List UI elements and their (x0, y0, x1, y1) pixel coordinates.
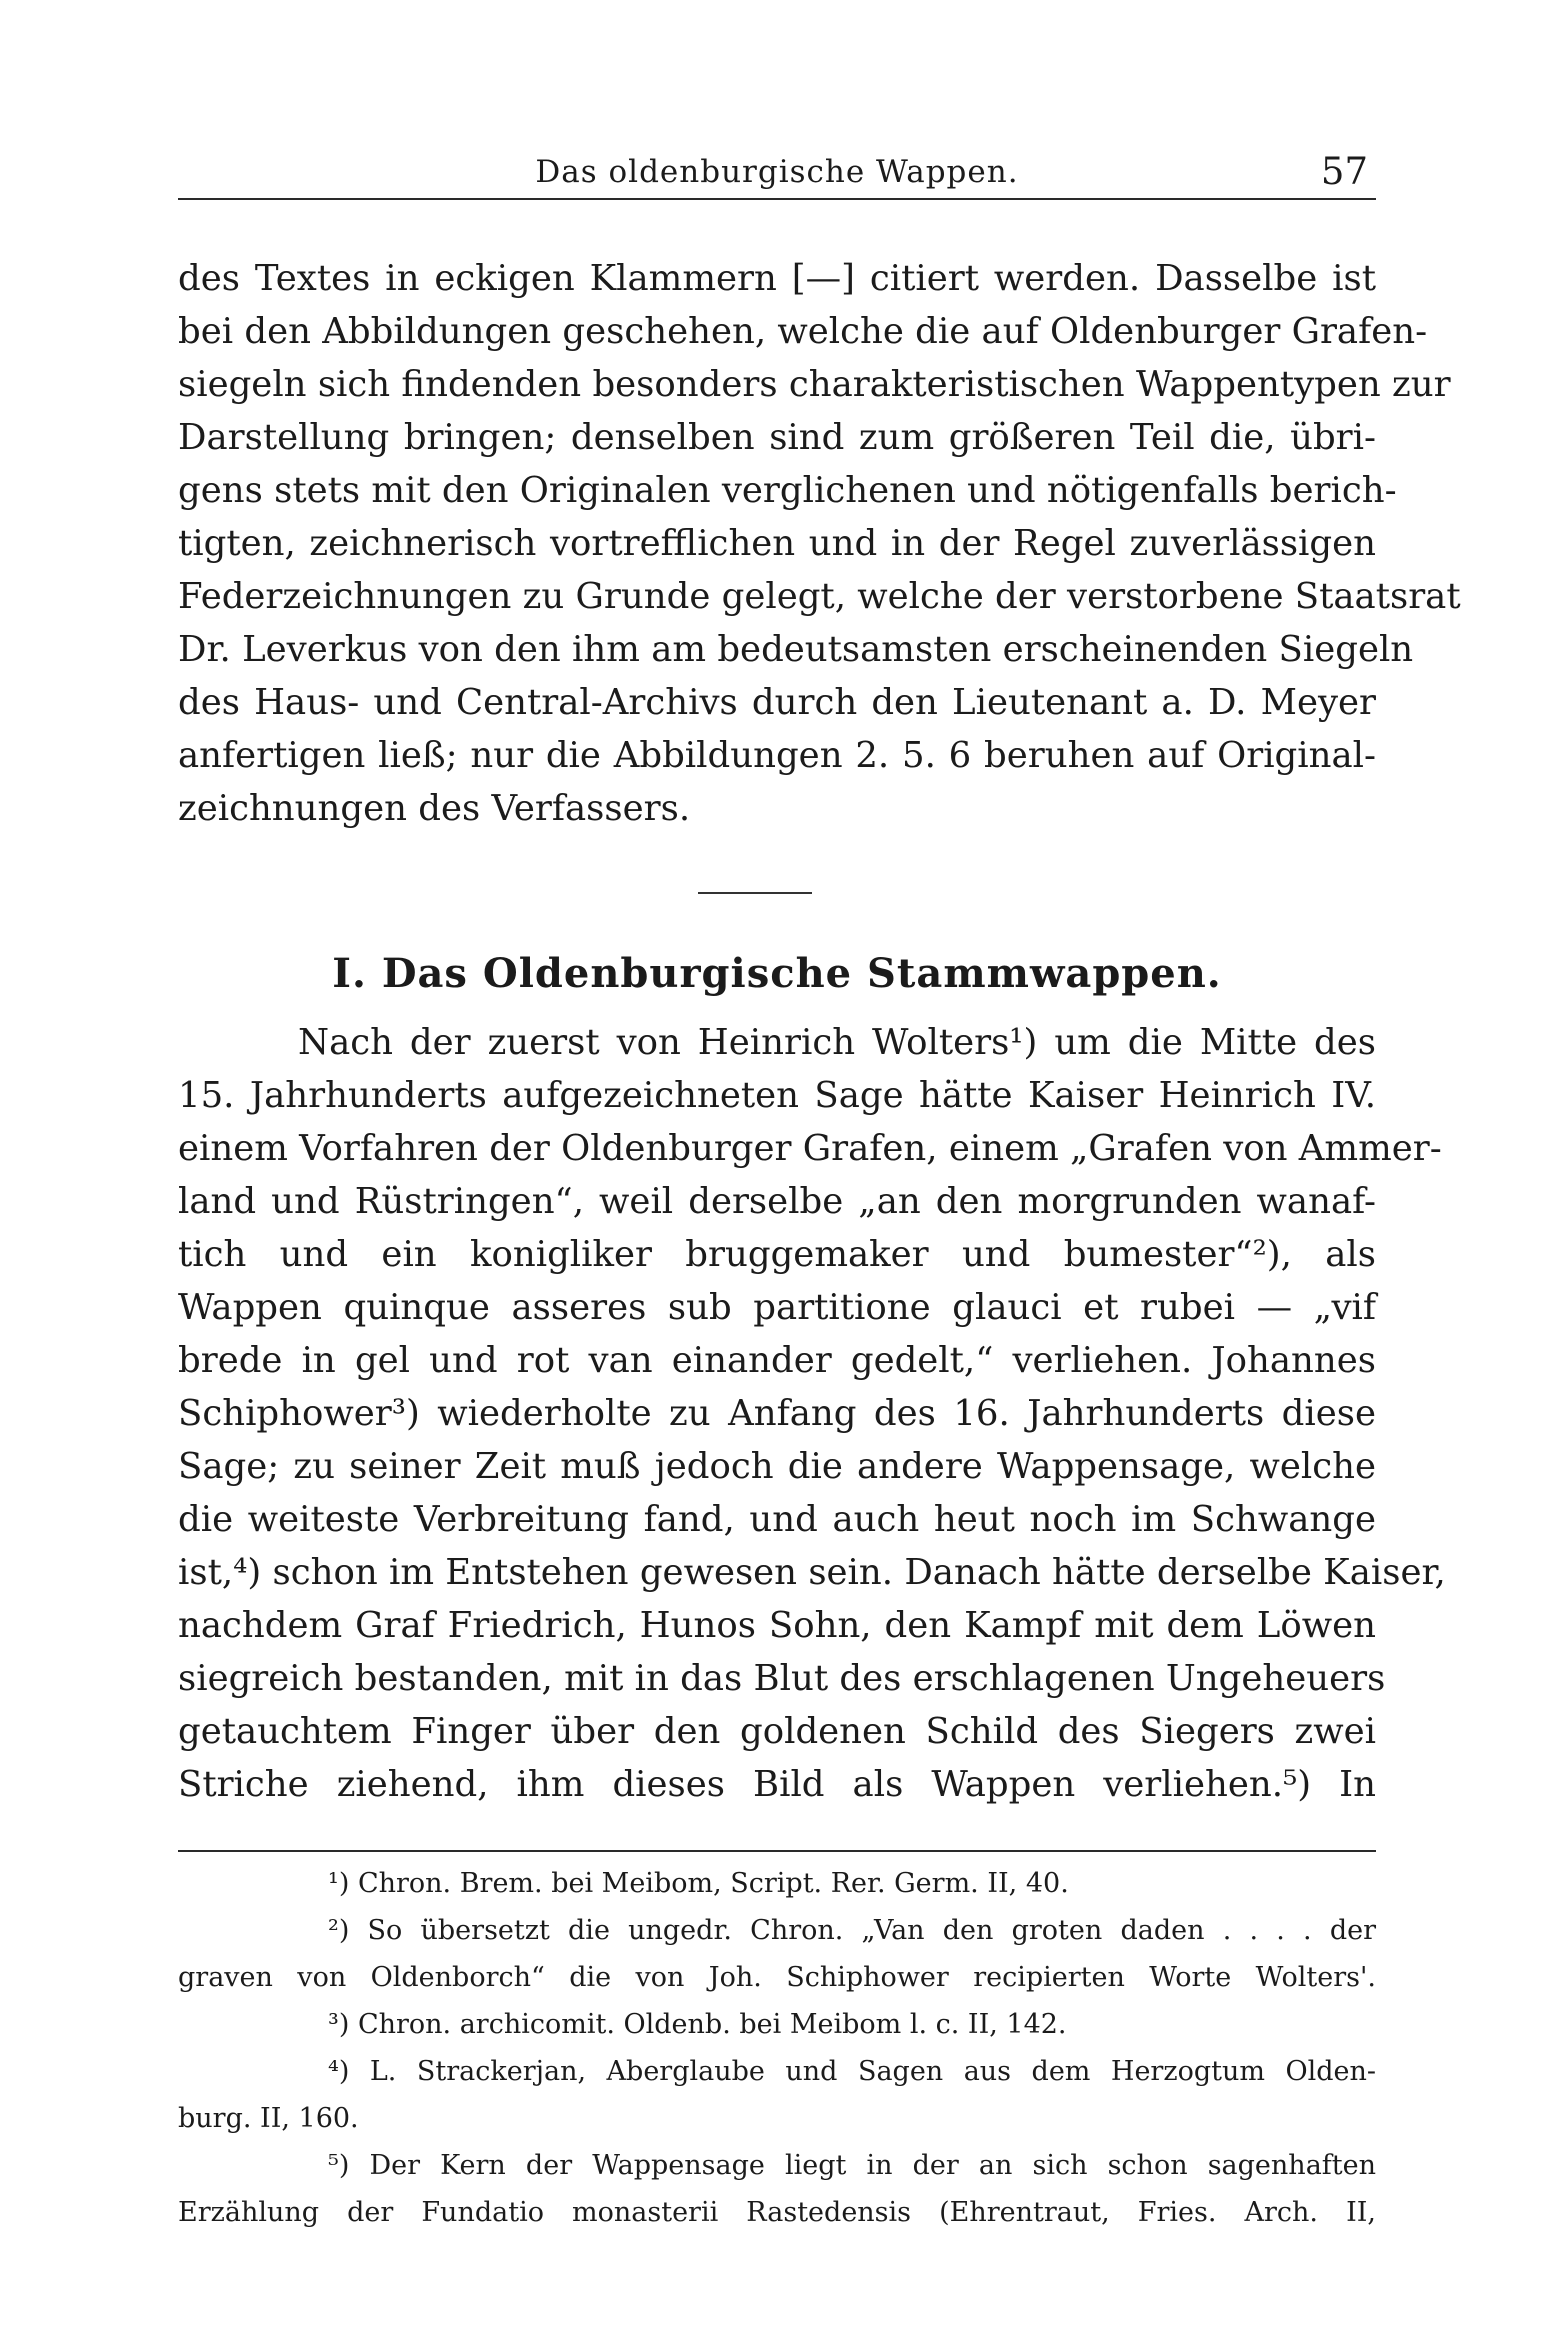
text-line: Federzeichnungen zu Grunde gelegt, welche der verstorbene Staatsrat (178, 576, 1461, 617)
text-line: Striche ziehend, ihm dieses Bild als Wappen verliehen.⁵) In (178, 1764, 1376, 1805)
footnote-line: ²) So übersetzt die ungedr. Chron. „Van den groten daden . . . . der (328, 1915, 1376, 1946)
footnote-line: ⁴) L. Strackerjan, Aberglaube und Sagen aus dem Herzogtum Olden- (328, 2056, 1376, 2087)
footnote-line: ⁵) Der Kern der Wappensage liegt in der an sich schon sagenhaften (328, 2150, 1376, 2181)
text-line: die weiteste Verbreitung fand, und auch heut noch im Schwange (178, 1499, 1376, 1540)
section-heading: I. Das Oldenburgische Stammwappen. (332, 950, 1222, 997)
text-line: des Haus- und Central-Archivs durch den Lieutenant a. D. Meyer (178, 682, 1376, 723)
text-line: Sage; zu seiner Zeit muß jedoch die andere Wappensage, welche (178, 1446, 1376, 1487)
intro-paragraph (178, 252, 1461, 835)
footnote-rule (178, 1850, 1376, 1852)
text-line: brede in gel und rot van einander gedelt,“ verliehen. Johannes (178, 1340, 1376, 1381)
text-line: Wappen quinque asseres sub partitione glauci et rubei — „vif (178, 1287, 1376, 1328)
footnote-line: graven von Oldenborch“ die von Joh. Schiphower recipierten Worte Wolters'. (178, 1962, 1376, 1993)
text-line: land und Rüstringen“, weil derselbe „an den morgrunden wanaf- (178, 1181, 1376, 1222)
footnote-line: ¹) Chron. Brem. bei Meibom, Script. Rer. Germ. II, 40. (328, 1868, 1069, 1899)
footnote-line: ³) Chron. archicomit. Oldenb. bei Meibom l. c. II, 142. (328, 2009, 1067, 2040)
text-line: tigten, zeichnerisch vortrefflichen und in der Regel zuverlässigen (178, 523, 1376, 564)
text-line: ist,⁴) schon im Entstehen gewesen sein. Danach hätte derselbe Kaiser, (178, 1552, 1446, 1593)
text-line: bei den Abbildungen geschehen, welche die auf Oldenburger Grafen- (178, 311, 1428, 352)
text-line: siegeln sich findenden besonders charakteristischen Wappentypen zur (178, 364, 1451, 405)
text-line: Nach der zuerst von Heinrich Wolters¹) um die Mitte des (298, 1022, 1376, 1063)
section-divider (698, 892, 812, 894)
footnotes (178, 1860, 1376, 2236)
text-line: Schiphower³) wiederholte zu Anfang des 16. Jahrhunderts diese (178, 1393, 1376, 1434)
footnote-line: Erzählung der Fundatio monasterii Rastedensis (Ehrentraut, Fries. Arch. II, (178, 2197, 1376, 2228)
text-line: einem Vorfahren der Oldenburger Grafen, einem „Grafen von Ammer- (178, 1128, 1442, 1169)
text-line: getauchtem Finger über den goldenen Schild des Siegers zwei (178, 1711, 1376, 1752)
text-line: gens stets mit den Originalen verglichenen und nötigenfalls berich- (178, 470, 1397, 511)
text-line: tich und ein konigliker bruggemaker und bumester“²), als (178, 1234, 1376, 1275)
text-line: 15. Jahrhunderts aufgezeichneten Sage hätte Kaiser Heinrich IV. (178, 1075, 1376, 1116)
body-paragraph (178, 1016, 1446, 1811)
header-rule (178, 198, 1376, 200)
text-line: Darstellung bringen; denselben sind zum größeren Teil die, übri- (178, 417, 1376, 458)
text-line: nachdem Graf Friedrich, Hunos Sohn, den Kampf mit dem Löwen (178, 1605, 1376, 1646)
running-title: Das oldenburgische Wappen. (535, 154, 1019, 190)
text-line: Dr. Leverkus von den ihm am bedeutsamsten erscheinenden Siegeln (178, 629, 1414, 670)
text-line: des Textes in eckigen Klammern [—] citiert werden. Dasselbe ist (178, 258, 1376, 299)
page-number: 57 (1320, 150, 1368, 193)
text-line: siegreich bestanden, mit in das Blut des erschlagenen Ungeheuers (178, 1658, 1386, 1699)
text-line: zeichnungen des Verfassers. (178, 788, 691, 829)
footnote-line: burg. II, 160. (178, 2103, 359, 2134)
running-head (178, 148, 1376, 192)
text-line: anfertigen ließ; nur die Abbildungen 2. 5. 6 beruhen auf Original- (178, 735, 1376, 776)
